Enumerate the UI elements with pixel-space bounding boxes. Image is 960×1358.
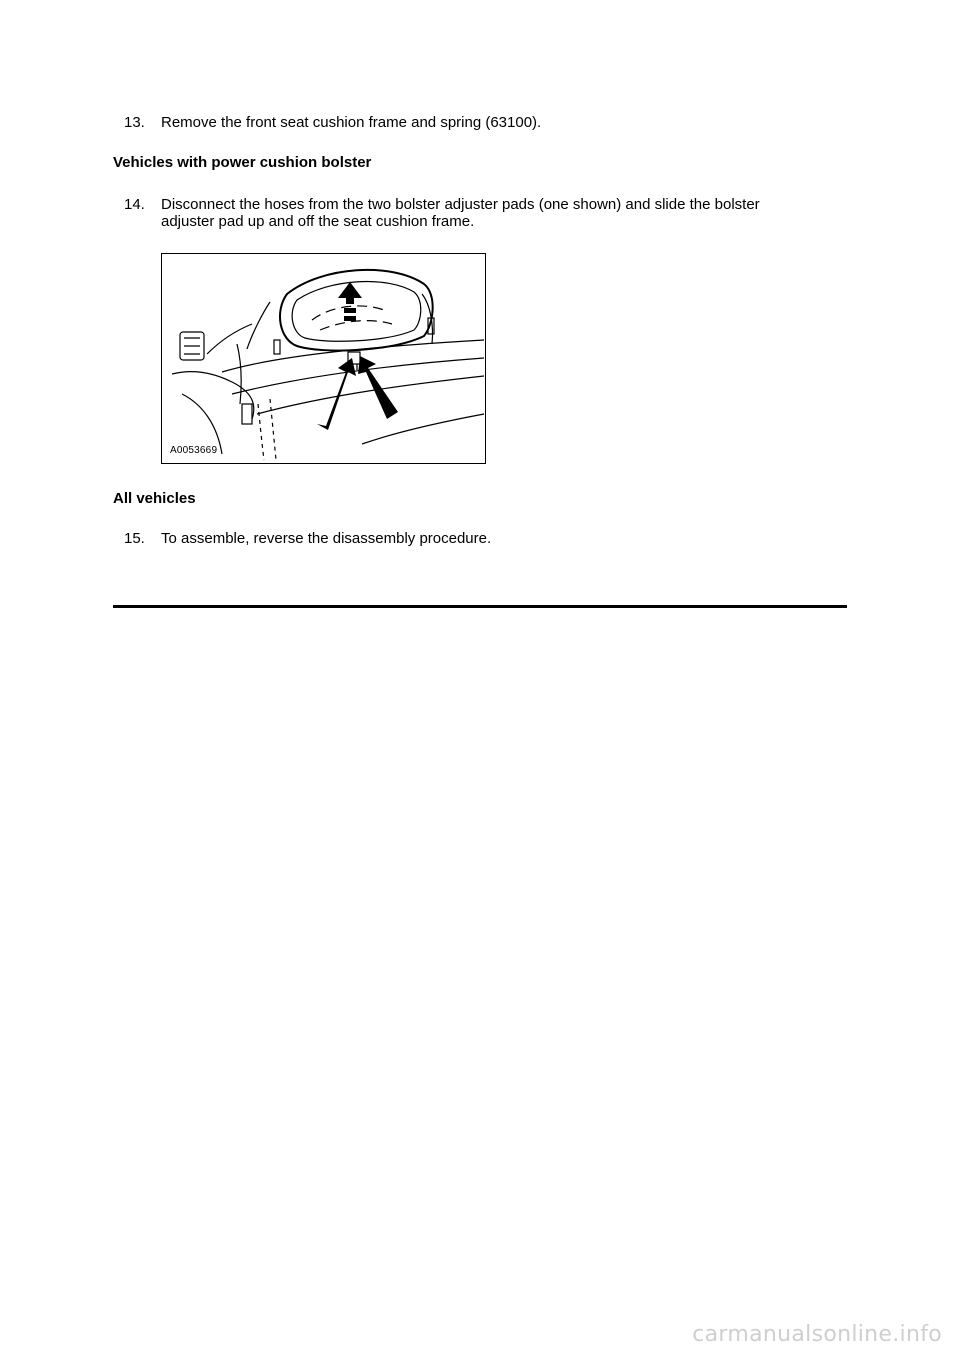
step-number: 15. bbox=[124, 530, 145, 547]
step-15 bbox=[124, 530, 811, 547]
section-divider bbox=[113, 605, 847, 608]
step-number: 13. bbox=[124, 114, 145, 131]
illustration-drawing bbox=[162, 254, 486, 464]
heading-power-bolster: Vehicles with power cushion bolster bbox=[113, 154, 372, 171]
step-text: To assemble, reverse the disassembly procedure. bbox=[161, 530, 492, 547]
step-text: Disconnect the hoses from the two bolster adjuster pads (one shown) and slide the bolster adjuster pad up and off the seat cushion frame. bbox=[161, 196, 760, 230]
step-text: Remove the front seat cushion frame and spring (63100). bbox=[161, 114, 542, 131]
figure-id: A0053669 bbox=[170, 445, 218, 456]
step-13 bbox=[124, 114, 811, 131]
bolster-adjuster-illustration bbox=[161, 253, 486, 464]
watermark: carmanualsonline.info bbox=[692, 1322, 942, 1347]
step-number: 14. bbox=[124, 196, 145, 213]
heading-all-vehicles: All vehicles bbox=[113, 490, 196, 507]
step-14 bbox=[124, 196, 811, 230]
